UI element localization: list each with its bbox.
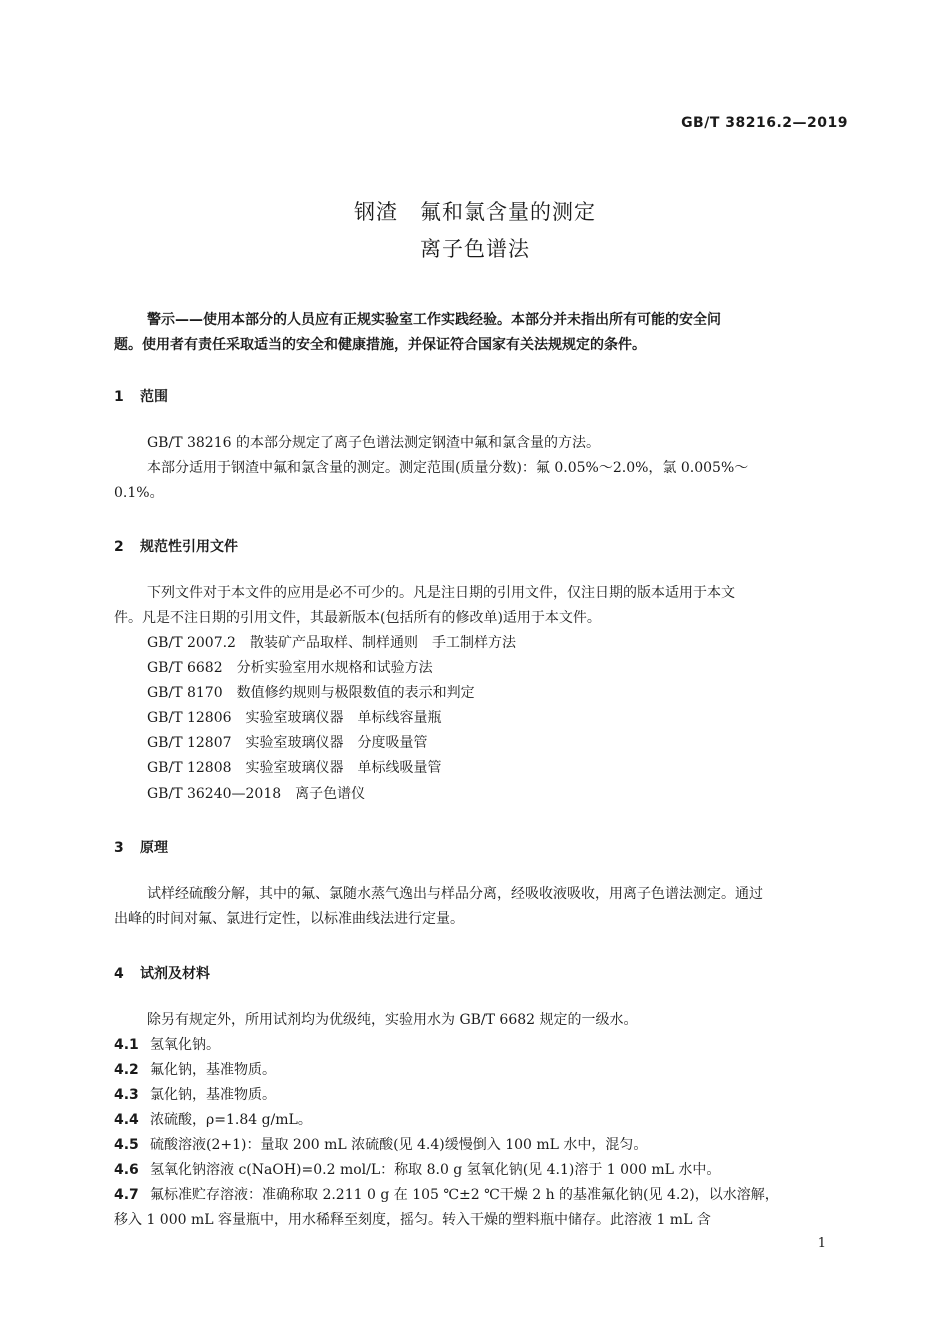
section-number: 2: [114, 539, 124, 555]
warning-line: 题。使用者有责任采取适当的安全和健康措施，并保证符合国家有关法规规定的条件。: [114, 337, 646, 353]
reference-item: GB/T 6682 分析实验室用水规格和试验方法: [147, 660, 433, 676]
body-line: 0.1%。: [114, 485, 164, 501]
reference-item: GB/T 8170 数值修约规则与极限数值的表示和判定: [147, 685, 475, 701]
section-heading-scope: [114, 386, 168, 406]
item-text: 氟标准贮存溶液：准确称取 2.211 0 g 在 105 ℃±2 ℃干燥 2 h 的基准氟化钠(见 4.2)，以水溶解，: [150, 1187, 779, 1203]
warning-line: 警示——使用本部分的人员应有正规实验室工作实践经验。本部分并未指出所有可能的安全问: [147, 312, 721, 328]
item-number: 4.3: [114, 1087, 139, 1103]
item-text: 氢氧化钠。: [150, 1037, 220, 1053]
reagent-item: [114, 1058, 850, 1083]
body-line: GB/T 38216 的本部分规定了离子色谱法测定钢渣中氟和氯含量的方法。: [147, 435, 600, 451]
body-line: 除另有规定外，所用试剂均为优级纯，实验用水为 GB/T 6682 规定的一级水。: [147, 1012, 638, 1028]
section-number: 3: [114, 840, 124, 856]
item-number: 4.4: [114, 1112, 139, 1128]
document-subtitle: 离子色谱法: [420, 237, 530, 261]
section-title: 范围: [140, 389, 168, 405]
reagent-item: [114, 1108, 850, 1133]
reagent-item: [114, 1183, 850, 1208]
reference-item: GB/T 36240—2018 离子色谱仪: [147, 786, 366, 802]
item-text: 氟化钠，基准物质。: [150, 1062, 276, 1078]
reference-item: GB/T 12806 实验室玻璃仪器 单标线容量瓶: [147, 710, 442, 726]
item-text: 氢氧化钠溶液 c(NaOH)=0.2 mol/L：称取 8.0 g 氢氧化钠(见 4.1)溶于 1 000 mL 水中。: [150, 1162, 721, 1178]
reference-item: GB/T 12807 实验室玻璃仪器 分度吸量管: [147, 735, 428, 751]
body-line: 移入 1 000 mL 容量瓶中，用水稀释至刻度，摇匀。转入干燥的塑料瓶中储存。此溶液 1 mL 含: [114, 1212, 711, 1228]
section-title: 试剂及材料: [140, 966, 210, 982]
section-heading-principle: [114, 837, 168, 857]
reagent-item: [114, 1083, 850, 1108]
item-text: 氯化钠，基准物质。: [150, 1087, 276, 1103]
reagent-item: [114, 1133, 850, 1158]
body-line: 件。凡是不注日期的引用文件，其最新版本(包括所有的修改单)适用于本文件。: [114, 610, 601, 626]
body-line: 出峰的时间对氟、氯进行定性，以标准曲线法进行定量。: [114, 911, 464, 927]
item-text: 硫酸溶液(2+1)：量取 200 mL 浓硫酸(见 4.4)缓慢倒入 100 mL 水中，混匀。: [150, 1137, 648, 1153]
reference-item: GB/T 12808 实验室玻璃仪器 单标线吸量管: [147, 760, 442, 776]
body-line: 本部分适用于钢渣中氟和氯含量的测定。测定范围(质量分数)：氟 0.05%～2.0%，氯 0.005%～: [147, 460, 749, 476]
item-number: 4.7: [114, 1187, 139, 1203]
document-title: 钢渣 氟和氯含量的测定: [354, 200, 596, 224]
item-number: 4.2: [114, 1062, 139, 1078]
reference-item: GB/T 2007.2 散装矿产品取样、制样通则 手工制样方法: [147, 635, 516, 651]
standard-code: GB/T 38216.2—2019: [681, 115, 848, 131]
section-number: 4: [114, 966, 124, 982]
section-number: 1: [114, 389, 124, 405]
reagent-item: [114, 1033, 850, 1058]
item-text: 浓硫酸，ρ=1.84 g/mL。: [150, 1112, 312, 1128]
warning-paragraph: [114, 308, 850, 358]
body-line: 试样经硫酸分解，其中的氟、氯随水蒸气逸出与样品分离，经吸收液吸收，用离子色谱法测定。通过: [147, 886, 763, 902]
section-heading-reagents: [114, 963, 210, 983]
item-number: 4.1: [114, 1037, 139, 1053]
item-number: 4.6: [114, 1162, 139, 1178]
item-number: 4.5: [114, 1137, 139, 1153]
section-title: 规范性引用文件: [140, 539, 238, 555]
reagent-item: [114, 1158, 850, 1183]
body-line: 下列文件对于本文件的应用是必不可少的。凡是注日期的引用文件，仅注日期的版本适用于本文: [147, 585, 735, 601]
page-number: 1: [817, 1236, 826, 1251]
section-title: 原理: [140, 840, 168, 856]
section-heading-normative-references: [114, 536, 238, 556]
